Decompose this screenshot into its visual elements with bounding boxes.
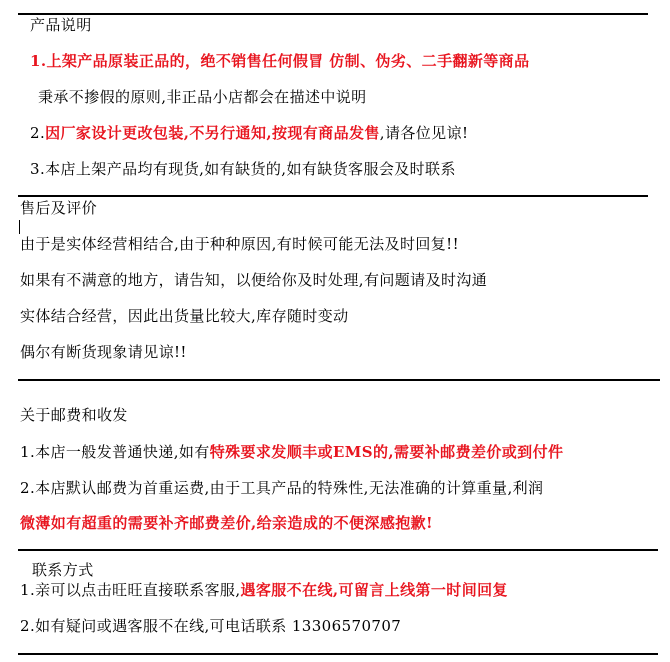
divider-bottom [18, 653, 658, 655]
aftersale-line-4: 偶尔有断货现象请见谅!! [20, 343, 187, 361]
divider-contact [18, 549, 658, 551]
divider-shipping [18, 379, 660, 381]
contact-line-1 [20, 580, 508, 600]
product-line-2: 秉承不掺假的原则,非正品小店都会在描述中说明 [38, 88, 367, 106]
contact-line-1-prefix: 1.亲可以点击旺旺直接联系客服, [20, 581, 241, 599]
aftersale-line-2: 如果有不满意的地方，请告知，以便给你及时处理,有问题请及时沟通 [20, 271, 488, 289]
section-title-shipping: 关于邮费和收发 [20, 406, 128, 424]
product-line-3-prefix: 2. [30, 124, 46, 142]
product-line-3-highlight: 因厂家设计更改包装,不另行通知,按现有商品发售 [45, 124, 380, 142]
product-line-3 [30, 123, 468, 143]
product-line-4: 3.本店上架产品均有现货,如有缺货的,如有缺货客服会及时联系 [30, 160, 456, 178]
product-line-3-suffix: ,请各位见谅! [379, 124, 469, 142]
shipping-line-2: 2.本店默认邮费为首重运费,由于工具产品的特殊性,无法准确的计算重量,利润 [20, 479, 544, 497]
text-cursor [19, 220, 20, 234]
shipping-line-3: 微薄如有超重的需要补齐邮费差价,给亲造成的不便深感抱歉! [20, 514, 434, 532]
divider-top [18, 13, 648, 15]
contact-line-1-highlight: 遇客服不在线,可留言上线第一时间回复 [240, 581, 508, 599]
product-line-1: 1.上架产品原装正品的，绝不销售任何假冒 仿制、伪劣、二手翻新等商品 [30, 52, 530, 70]
aftersale-line-3: 实体结合经营，因此出货量比较大,库存随时变动 [20, 307, 349, 325]
shipping-line-1-highlight: 特殊要求发顺丰或EMS的,需要补邮费差价或到付件 [209, 443, 564, 461]
shipping-line-1 [20, 442, 563, 462]
divider-aftersale [18, 195, 648, 197]
section-title-contact: 联系方式 [32, 561, 94, 579]
section-title-product: 产品说明 [30, 16, 92, 34]
section-title-aftersale: 售后及评价 [20, 199, 98, 217]
shipping-line-1-prefix: 1.本店一般发普通快递,如有 [20, 443, 210, 461]
contact-line-2: 2.如有疑问或遇客服不在线,可电话联系 13306570707 [20, 617, 402, 635]
aftersale-line-1: 由于是实体经营相结合,由于种种原因,有时候可能无法及时回复!! [20, 235, 459, 253]
